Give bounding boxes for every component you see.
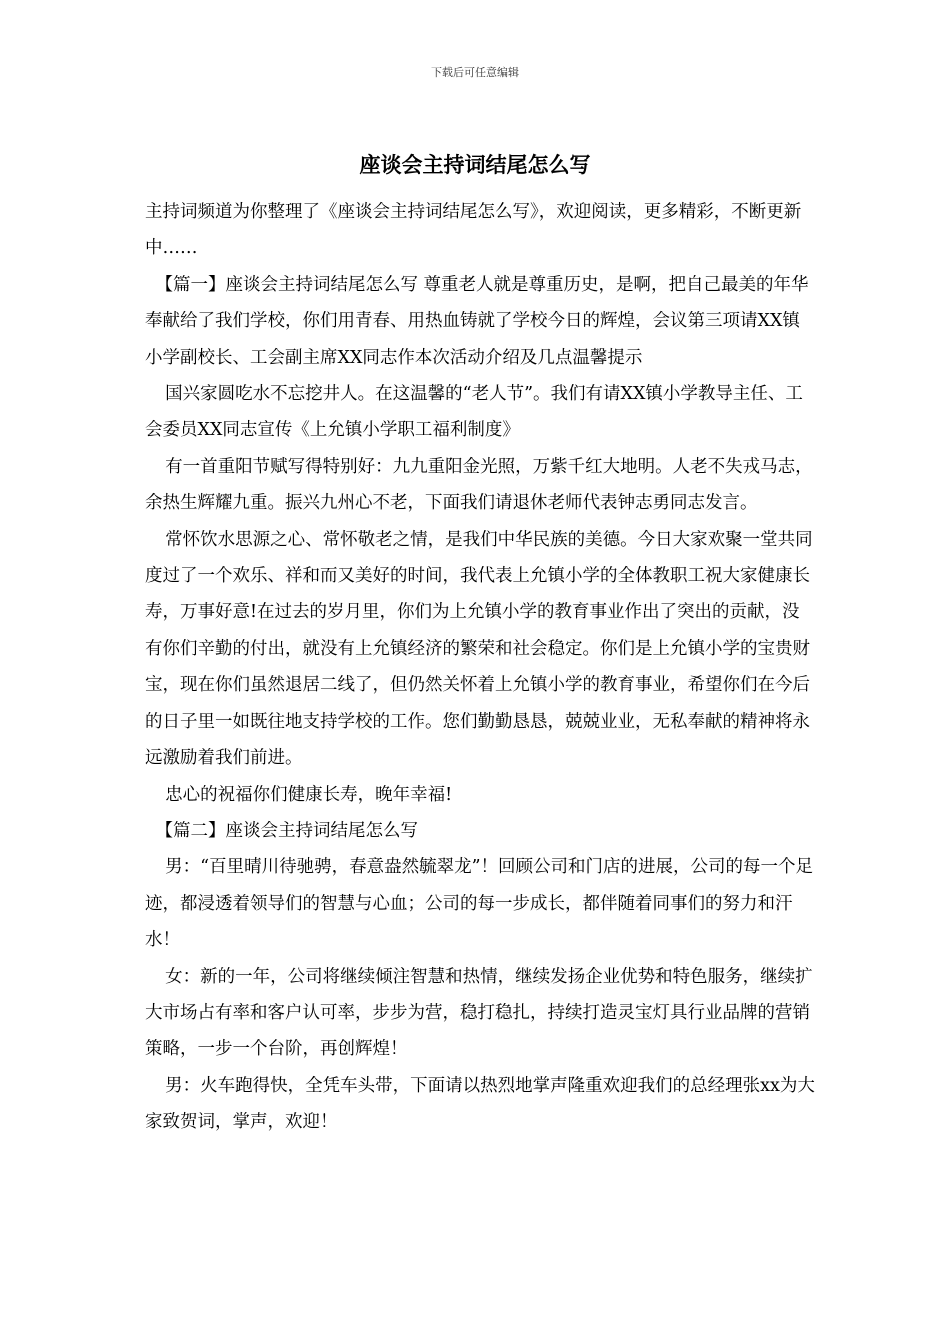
body-paragraph: 忠心的祝福你们健康长寿，晚年幸福!	[165, 784, 453, 805]
body-paragraph: 女：新的一年，公司将继续倾注智慧和热情，继续发扬企业优势和特色服务，继续扩大市场占有率和客户认可率，步步为营，稳打稳扎，持续打造灵宝灯具行业品牌的营销策略，一步一个台阶，再创辉煌！	[145, 966, 813, 1060]
body-paragraph: 有一首重阳节赋写得特别好：九九重阳金光照，万紫千红大地明。人老不失戎马志，余热生辉耀九重。振兴九州心不老，下面我们请退休老师代表钟志勇同志发言。	[145, 456, 813, 514]
section-one-heading-paragraph: 【篇一】座谈会主持词结尾怎么写 尊重老人就是尊重历史，是啊，把自己最美的年华奉献给了我们学校，你们用青春、用热血铸就了学校今日的辉煌，会议第三项请XX镇小学副校长、工会副主席XX同志作本次活动介绍及几点温馨提示	[145, 274, 809, 368]
intro-paragraph: 主持词频道为你整理了《座谈会主持词结尾怎么写》，欢迎阅读，更多精彩，不断更新中……	[145, 202, 802, 259]
body-paragraph: 国兴家圆吃水不忘挖井人。在这温馨的“老人节”。我们有请XX镇小学教导主任、工会委员XX同志宣传《上允镇小学职工福利制度》	[145, 384, 803, 441]
body-paragraph: 男：“百里晴川待驰骋，春意盎然毓翠龙”！回顾公司和门店的进展，公司的每一个足迹，都浸透着领导们的智慧与心血；公司的每一步成长，都伴随着同事们的努力和汗水！	[145, 857, 814, 951]
body-paragraph: 常怀饮水思源之心、常怀敬老之情，是我们中华民族的美德。今日大家欢聚一堂共同度过了一个欢乐、祥和而又美好的时间，我代表上允镇小学的全体教职工祝大家健康长寿，万事好意!在过去的岁月里，你们为上允镇小学的教育事业作出了突出的贡献，没有你们辛勤的付出，就没有上允镇经济的繁荣和社会稳定。你们是上允镇小学的宝贵财宝，现在你们虽然退居二线了，但仍然关怀着上允镇小学的教育事业，希望你们在今后的日子里一如既往地支持学校的工作。您们勤勤恳恳，兢兢业业，无私奉献的精神将永远激励着我们前进。	[145, 529, 813, 769]
section-two-heading: 【篇二】座谈会主持词结尾怎么写	[155, 820, 418, 841]
document-body	[145, 194, 817, 1141]
document-title: 座谈会主持词结尾怎么写	[359, 152, 591, 177]
body-paragraph: 男：火车跑得快，全凭车头带，下面请以热烈地掌声隆重欢迎我们的总经理张xx为大家致贺词，掌声，欢迎！	[145, 1075, 815, 1133]
header-note: 下载后可任意编辑	[431, 66, 519, 79]
